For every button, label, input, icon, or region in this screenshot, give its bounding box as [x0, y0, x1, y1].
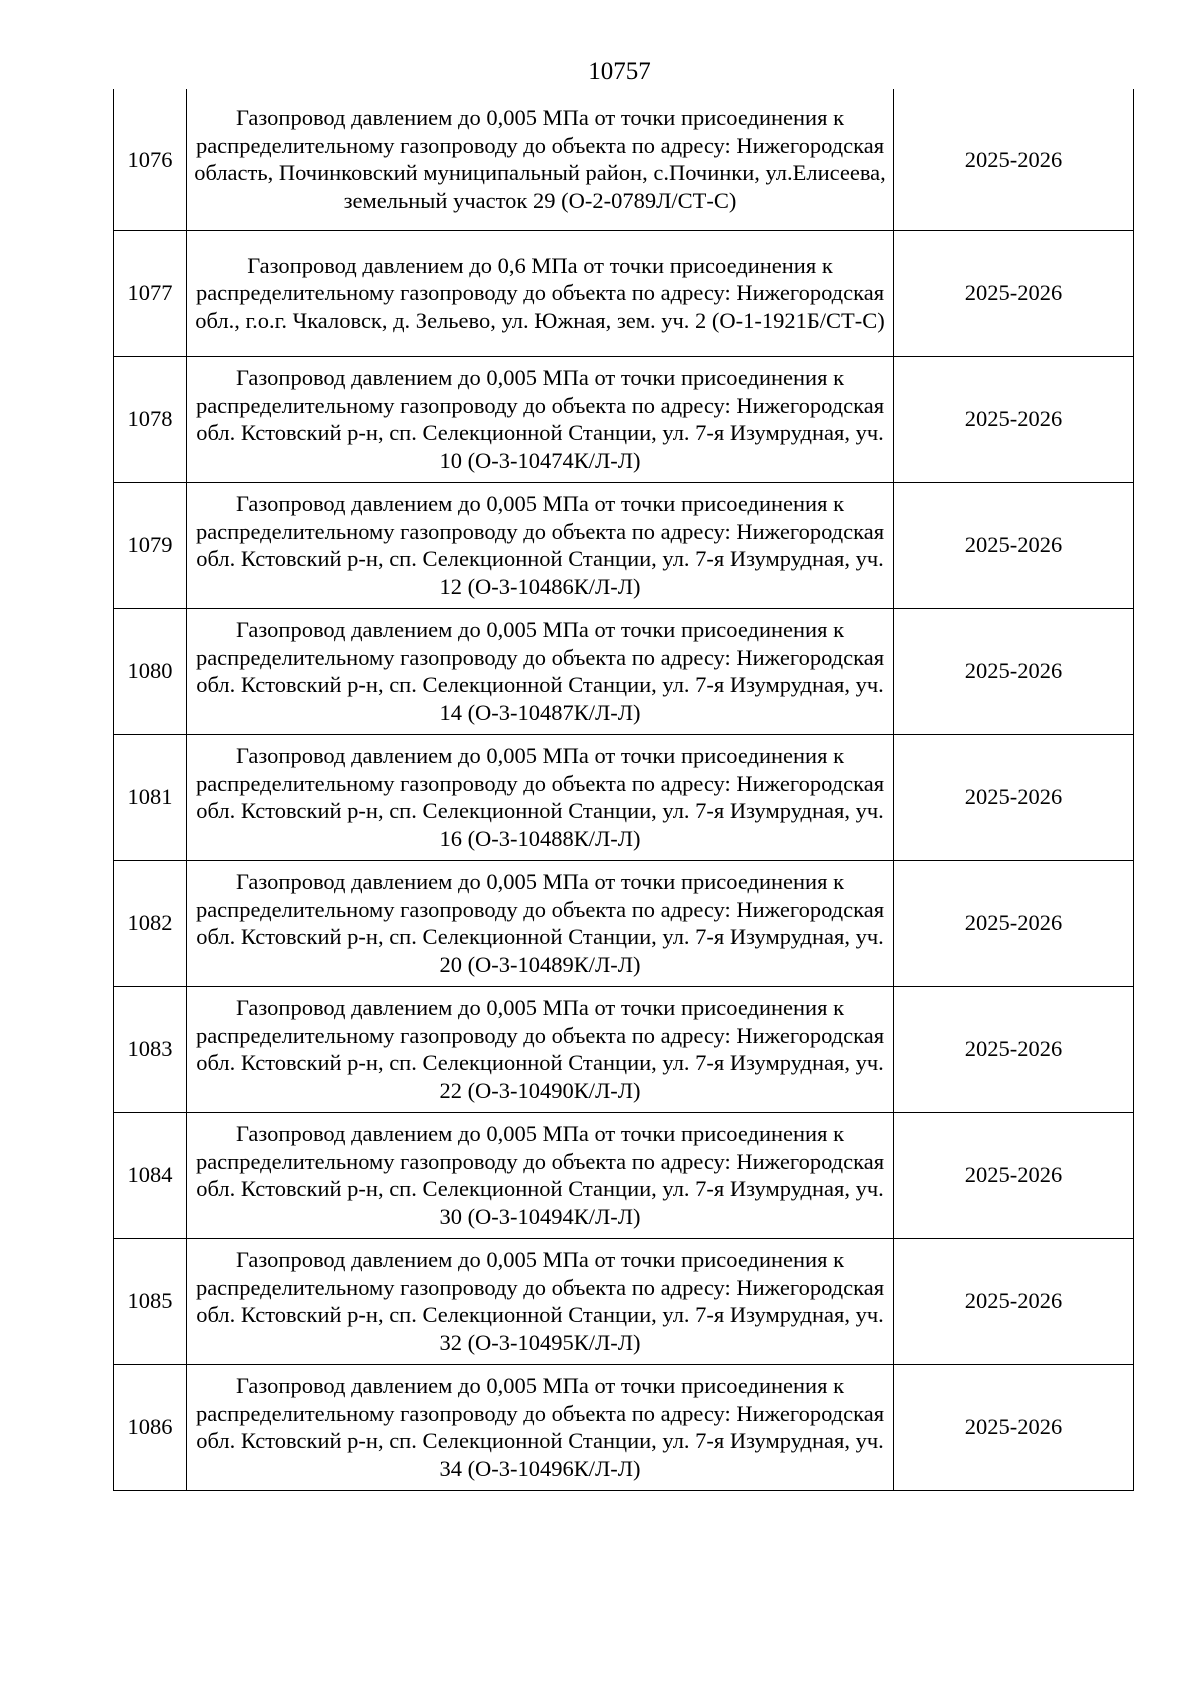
period-cell: 2025-2026: [894, 860, 1134, 986]
period-cell: 2025-2026: [894, 1364, 1134, 1490]
row-number-cell: 1086: [114, 1364, 187, 1490]
object-description-cell: Газопровод давлением до 0,005 МПа от точки присоединения к распределительному газопроводу до объекта по адресу: Нижегородская обл. Кстовский р-н, сп. Селекционной Станции, ул. 7-я Изумрудная, уч. 20 (О-3-10489К/Л-Л): [187, 860, 894, 986]
registry-table: [113, 89, 1134, 1491]
row-number-cell: 1078: [114, 356, 187, 482]
table-row: [114, 860, 1134, 986]
table-row: [114, 734, 1134, 860]
object-description-cell: Газопровод давлением до 0,005 МПа от точки присоединения к распределительному газопроводу до объекта по адресу: Нижегородская обл. Кстовский р-н, сп. Селекционной Станции, ул. 7-я Изумрудная, уч. 10 (О-3-10474К/Л-Л): [187, 356, 894, 482]
period-cell: 2025-2026: [894, 986, 1134, 1112]
row-number-cell: 1080: [114, 608, 187, 734]
table-row: [114, 89, 1134, 230]
period-cell: 2025-2026: [894, 1112, 1134, 1238]
row-number-cell: 1083: [114, 986, 187, 1112]
table-row: [114, 482, 1134, 608]
object-description-cell: Газопровод давлением до 0,005 МПа от точки присоединения к распределительному газопроводу до объекта по адресу: Нижегородская обл. Кстовский р-н, сп. Селекционной Станции, ул. 7-я Изумрудная, уч. 16 (О-3-10488К/Л-Л): [187, 734, 894, 860]
object-description-cell: Газопровод давлением до 0,005 МПа от точки присоединения к распределительному газопроводу до объекта по адресу: Нижегородская обл. Кстовский р-н, сп. Селекционной Станции, ул. 7-я Изумрудная, уч. 14 (О-3-10487К/Л-Л): [187, 608, 894, 734]
row-number-cell: 1084: [114, 1112, 187, 1238]
period-cell: 2025-2026: [894, 356, 1134, 482]
table-row: [114, 356, 1134, 482]
row-number-cell: 1082: [114, 860, 187, 986]
row-number-cell: 1079: [114, 482, 187, 608]
row-number-cell: 1076: [114, 89, 187, 230]
period-cell: 2025-2026: [894, 608, 1134, 734]
table-row: [114, 986, 1134, 1112]
page-number: 10757: [588, 58, 651, 85]
period-cell: 2025-2026: [894, 230, 1134, 356]
period-cell: 2025-2026: [894, 1238, 1134, 1364]
table-row: [114, 608, 1134, 734]
period-cell: 2025-2026: [894, 89, 1134, 230]
object-description-cell: Газопровод давлением до 0,6 МПа от точки присоединения к распределительному газопроводу до объекта по адресу: Нижегородская обл., г.о.г. Чкаловск, д. Зельево, ул. Южная, зем. уч. 2 (О-1-1921Б/СТ-С): [187, 230, 894, 356]
table-row: [114, 1364, 1134, 1490]
table-row: [114, 1238, 1134, 1364]
object-description-cell: Газопровод давлением до 0,005 МПа от точки присоединения к распределительному газопроводу до объекта по адресу: Нижегородская обл. Кстовский р-н, сп. Селекционной Станции, ул. 7-я Изумрудная, уч. 12 (О-3-10486К/Л-Л): [187, 482, 894, 608]
period-cell: 2025-2026: [894, 482, 1134, 608]
object-description-cell: Газопровод давлением до 0,005 МПа от точки присоединения к распределительному газопроводу до объекта по адресу: Нижегородская обл. Кстовский р-н, сп. Селекционной Станции, ул. 7-я Изумрудная, уч. 22 (О-3-10490К/Л-Л): [187, 986, 894, 1112]
table-row: [114, 230, 1134, 356]
table-row: [114, 1112, 1134, 1238]
object-description-cell: Газопровод давлением до 0,005 МПа от точки присоединения к распределительному газопроводу до объекта по адресу: Нижегородская область, Починковский муниципальный район, с.Починки, ул.Елисеева, земельный участок 29 (О-2-0789Л/СТ-С): [187, 89, 894, 230]
period-cell: 2025-2026: [894, 734, 1134, 860]
object-description-cell: Газопровод давлением до 0,005 МПа от точки присоединения к распределительному газопроводу до объекта по адресу: Нижегородская обл. Кстовский р-н, сп. Селекционной Станции, ул. 7-я Изумрудная, уч. 30 (О-3-10494К/Л-Л): [187, 1112, 894, 1238]
row-number-cell: 1081: [114, 734, 187, 860]
row-number-cell: 1077: [114, 230, 187, 356]
object-description-cell: Газопровод давлением до 0,005 МПа от точки присоединения к распределительному газопроводу до объекта по адресу: Нижегородская обл. Кстовский р-н, сп. Селекционной Станции, ул. 7-я Изумрудная, уч. 34 (О-3-10496К/Л-Л): [187, 1364, 894, 1490]
row-number-cell: 1085: [114, 1238, 187, 1364]
object-description-cell: Газопровод давлением до 0,005 МПа от точки присоединения к распределительному газопроводу до объекта по адресу: Нижегородская обл. Кстовский р-н, сп. Селекционной Станции, ул. 7-я Изумрудная, уч. 32 (О-3-10495К/Л-Л): [187, 1238, 894, 1364]
